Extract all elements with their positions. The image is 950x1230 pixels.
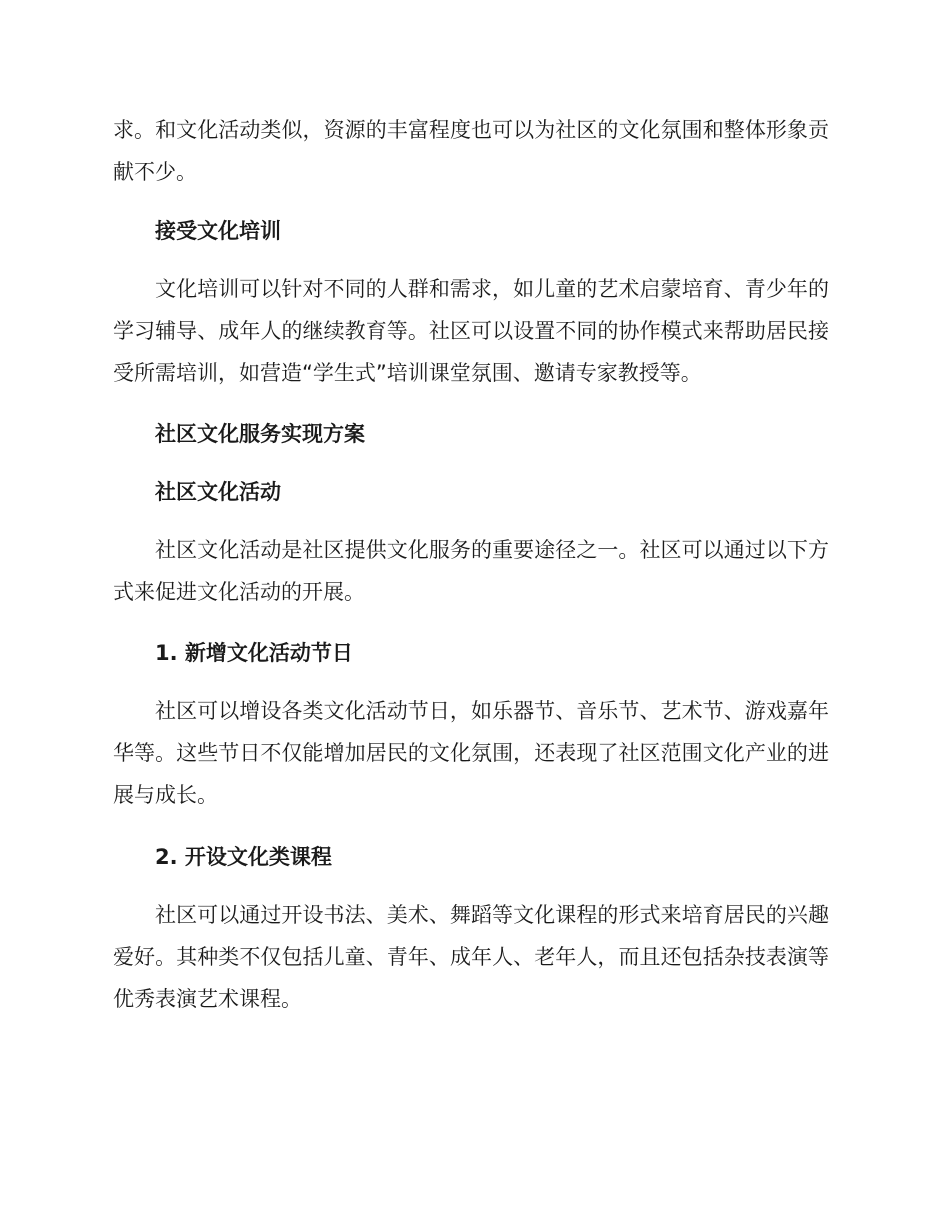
heading-accept-training: 接受文化培训 xyxy=(155,219,281,243)
paragraph-resources: 求。和文化活动类似，资源的丰富程度也可以为社区的文化氛围和整体形象贡献不少。 xyxy=(113,118,829,184)
paragraph-festivals: 社区可以增设各类文化活动节日，如乐器节、音乐节、艺术节、游戏嘉年华等。这些节日不仅能增加居民的文化氛围，还表现了社区范围文化产业的进展与成长。 xyxy=(113,699,829,807)
heading-item-1-festivals: 1. 新增文化活动节日 xyxy=(155,641,353,665)
paragraph-training: 文化培训可以针对不同的人群和需求，如儿童的艺术启蒙培育、青少年的学习辅导、成年人的继续教育等。社区可以设置不同的协作模式来帮助居民接受所需培训，如营造“学生式”培训课堂氛围、邀请专家教授等。 xyxy=(113,277,829,385)
heading-cultural-activities: 社区文化活动 xyxy=(155,480,281,504)
heading-item-2-courses: 2. 开设文化类课程 xyxy=(155,845,332,869)
paragraph-cultural-activities: 社区文化活动是社区提供文化服务的重要途径之一。社区可以通过以下方式来促进文化活动的开展。 xyxy=(113,538,829,604)
paragraph-courses: 社区可以通过开设书法、美术、舞蹈等文化课程的形式来培育居民的兴趣爱好。其种类不仅包括儿童、青年、成年人、老年人，而且还包括杂技表演等优秀表演艺术课程。 xyxy=(113,903,829,1011)
heading-service-plan: 社区文化服务实现方案 xyxy=(155,422,365,446)
